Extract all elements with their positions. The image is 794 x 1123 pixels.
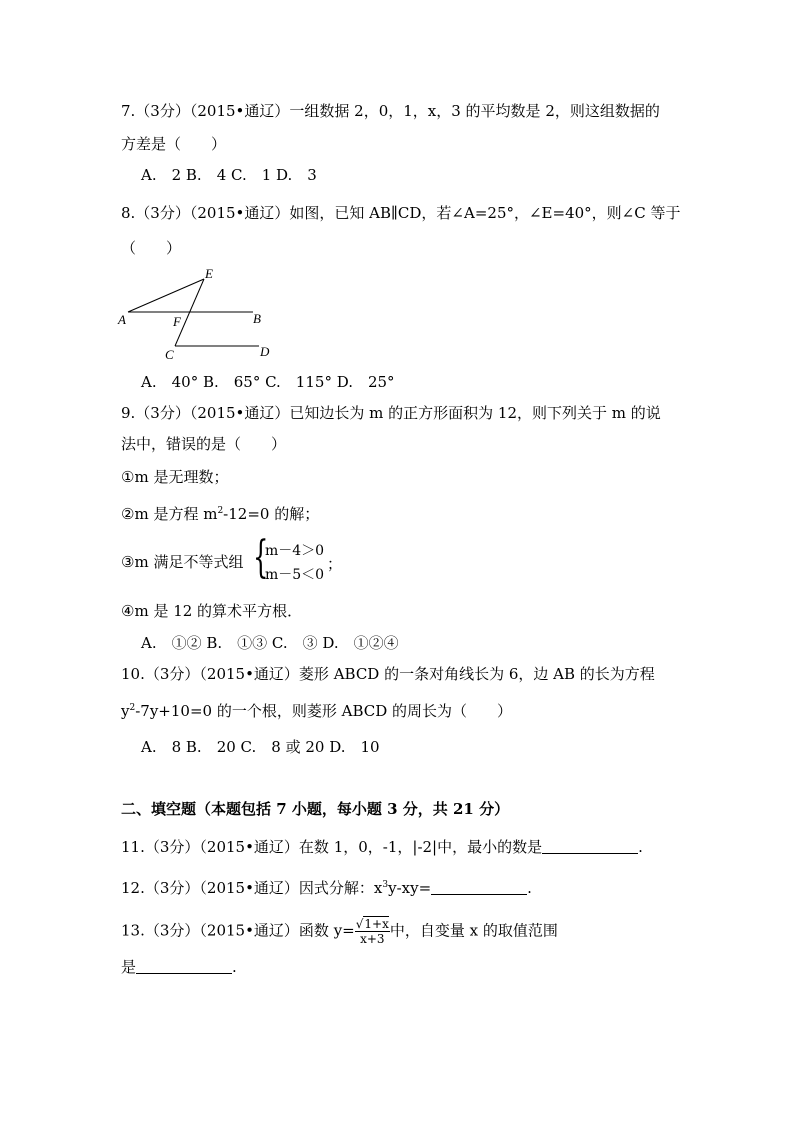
- q13-text: 13.（3分）（2015•通辽）函数 y=: [121, 921, 355, 940]
- label-F: F: [173, 314, 181, 329]
- label-E: E: [205, 266, 213, 281]
- q13-post: 中，自变量 x 的取值范围: [389, 921, 558, 940]
- q9-statement4: ④m 是 12 的算术平方根．: [121, 602, 303, 620]
- q8-figure: [115, 262, 285, 362]
- q9-ineq-top: m－4＞0: [265, 543, 325, 559]
- q8-line2: （ ）: [121, 239, 182, 257]
- q9-ineq-post: ；: [327, 555, 343, 573]
- q12-sup: 3: [382, 880, 389, 890]
- brace-icon: {: [253, 532, 269, 583]
- q9-statement1: ①m 是无理数；: [121, 468, 229, 486]
- q10-l2-pre: y: [121, 702, 130, 720]
- label-B: B: [253, 311, 261, 326]
- q12-answer-blank[interactable]: [431, 880, 527, 895]
- q11: [121, 838, 643, 856]
- q10-l2-post: -7y+10=0 的一个根，则菱形 ABCD 的周长为（ ）: [135, 702, 513, 720]
- q13-line2: [121, 958, 237, 976]
- section-heading: 二、填空题（本题包括 7 小题，每小题 3 分，共 21 分）: [121, 800, 510, 818]
- q9-line2: 法中，错误的是（ ）: [121, 435, 287, 453]
- q13-radicand: 1+x: [364, 917, 389, 931]
- label-D: D: [260, 344, 270, 359]
- label-A: A: [118, 312, 126, 327]
- q10-l2-sup: 2: [129, 703, 136, 713]
- q7-line1: 7.（3分）（2015•通辽）一组数据 2，0，1，x，3 的平均数是 2，则这组数据的: [121, 102, 660, 120]
- label-C: C: [165, 347, 174, 362]
- q8-options: A. 40° B. 65° C. 115° D. 25°: [141, 373, 395, 391]
- q9-s2-pre: ②m 是方程 m: [121, 505, 218, 523]
- q10-options: A. 8 B. 20 C. 8 或 20 D. 10: [141, 738, 380, 756]
- q9-line1: 9.（3分）（2015•通辽）已知边长为 m 的正方形面积为 12，则下列关于 m 的说: [121, 404, 661, 422]
- q7-options: A. 2 B. 4 C. 1 D. 3: [141, 166, 317, 184]
- q13: [121, 917, 558, 946]
- q10-line1: 10.（3分）（2015•通辽）菱形 ABCD 的一条对角线长为 6，边 AB 的长为方程: [121, 665, 655, 683]
- q12-mid: y-xy=: [388, 879, 432, 897]
- q9-s2-sup: 2: [217, 506, 224, 516]
- q13-answer-blank[interactable]: [136, 959, 232, 974]
- q13-line2-text: 是: [121, 958, 137, 976]
- q9-statement2: [121, 505, 319, 523]
- q12-text: 12.（3分）（2015•通辽）因式分解：x: [121, 879, 383, 897]
- q9-ineq-bottom: m－5＜0: [265, 567, 325, 583]
- q13-fraction: [355, 917, 390, 946]
- q13-numerator: √1+x: [355, 917, 389, 931]
- line-AE: [128, 279, 204, 312]
- q8-line1: 8.（3分）（2015•通辽）如图，已知 AB∥CD，若∠A=25°，∠E=40°，则∠C 等于: [121, 204, 681, 222]
- q11-text: 11.（3分）（2015•通辽）在数 1，0，-1，|-2|中，最小的数是: [121, 838, 543, 856]
- q9-statement3-label: ③m 满足不等式组: [121, 553, 244, 571]
- q11-end: .: [638, 838, 643, 856]
- q9-options: A. ①② B. ①③ C. ③ D. ①②④: [141, 634, 399, 652]
- q13-end: .: [232, 958, 237, 976]
- q7-line2: 方差是（ ）: [121, 135, 227, 153]
- q12-end: .: [527, 879, 532, 897]
- q9-s2-post: -12=0 的解；: [223, 505, 320, 523]
- q13-denominator: x+3: [360, 932, 385, 946]
- q10-line2: [121, 702, 512, 720]
- q11-answer-blank[interactable]: [542, 839, 638, 854]
- q12: [121, 879, 532, 897]
